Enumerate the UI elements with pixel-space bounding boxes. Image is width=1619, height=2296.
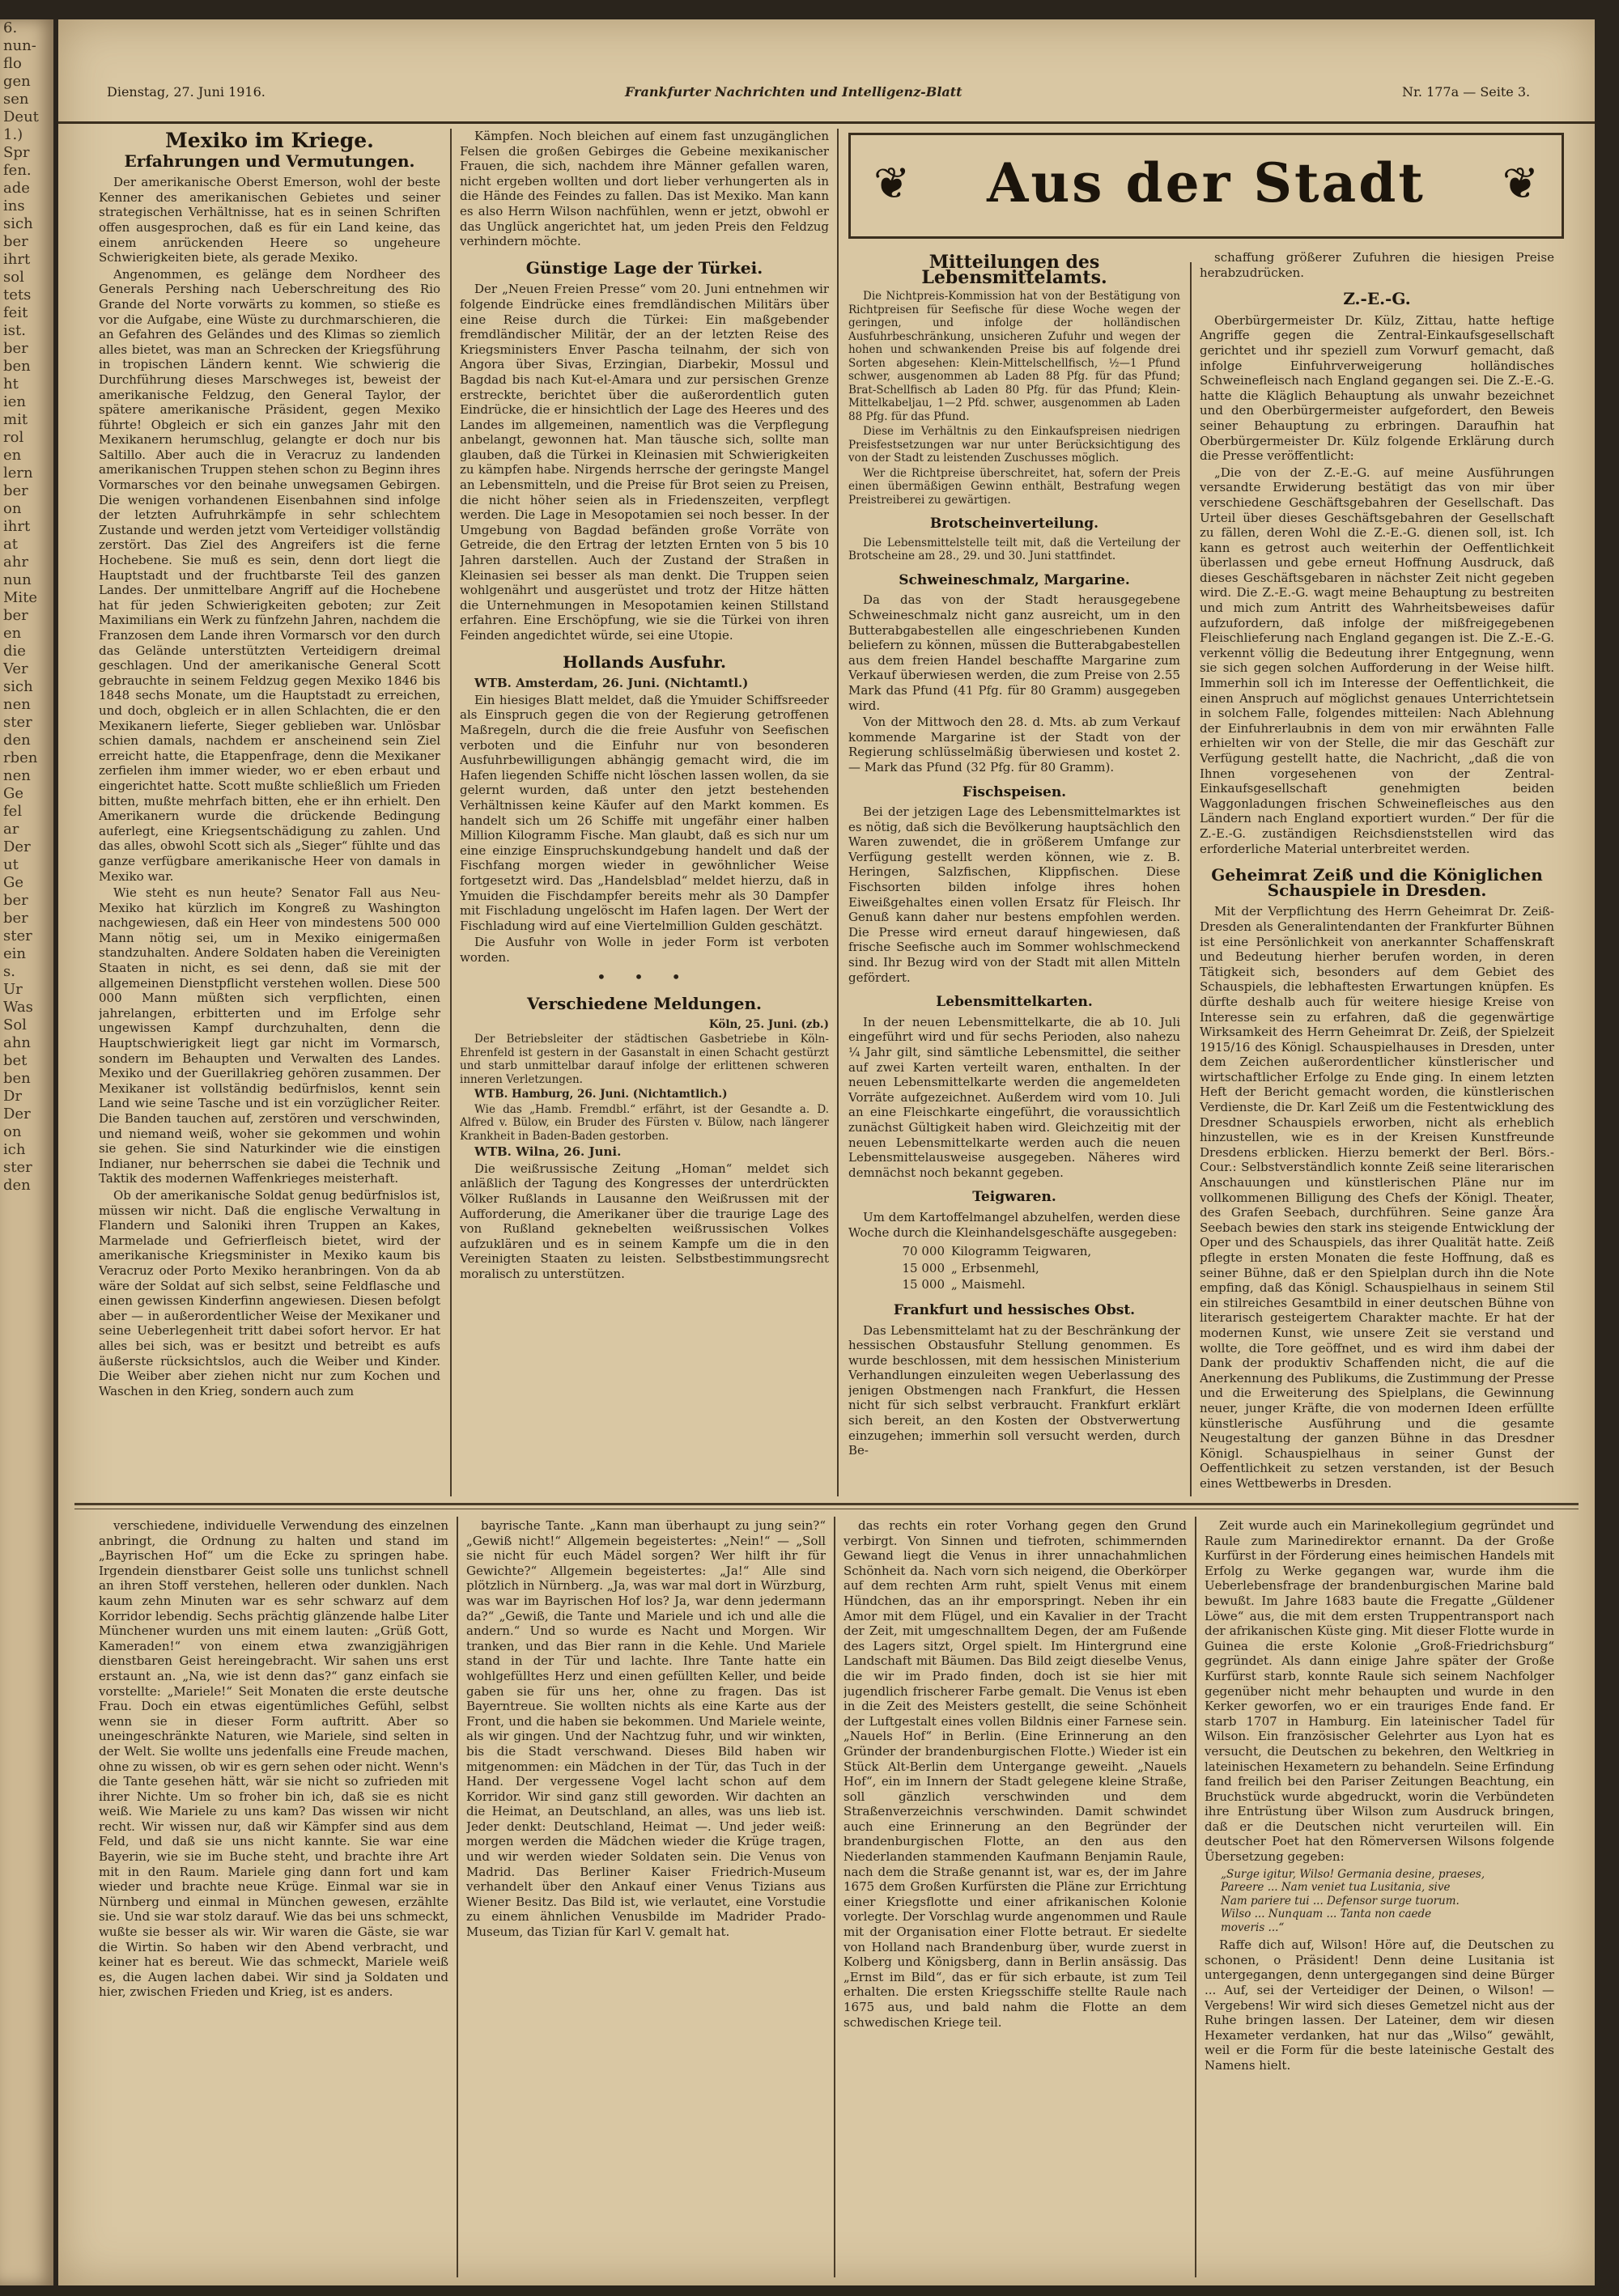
paragraph: „Die von der Z.-E.-G. auf meine Ausführungen versandte Erwiderung bestätigt das von mir über verschiedene Geschäftsgebahren der Gesellschaft. Das Urteil über dieses Geschäftsgebahren der Gesellschaft zu fällen, deren Wohl die Z.-E.-G. dienen soll, ist. Ich kann es getrost auch weiterhin der Oeffentlichkeit überlassen und gebe erneut Hoffnung Ausdruck, daß dieses Geschäftsgebaren in nächster Zeit nicht gegeben wird. Die Z.-E.-G. wagt meine Behauptung zu bestreiten und mich zum Antritt des Wahrheitsbeweises dafür aufzufordern, daß infolge der mißfreigegebenen Fleischlieferung nach England gegangen ist. Die Z.-E.-G. verkennt völlig die Bedeutung ihrer Entgegnung, wenn sie sich gegen solchen Aufforderung in der Weise hilft. Immerhin soll ich im Interesse der Oeffentlichkeit, die einen Anspruch auf möglichst genaues Unterrichtetsein in solchem Falle, folgendes mitteilen: Nach Ablehnung der Einfuhrerlaubnis in dem von mir erwähnten Falle erhielten wir von der Stelle, die mir das Geschäft zur Verfügung gestellt hatte, die Nachricht, „daß die von Ihnen vorgesehenen von der Zentral-Einkaufsgesellschaft genehmigten beiden Waggonladungen frischen Schweinefleisches aus den Ländern nach England exportiert wurden.“ Der für die Z.-E.-G. zuständigen Reichsdienststellen wird das erforderliche Material unterbreitet werden.: [1200, 465, 1554, 856]
paragraph: Mit der Verpflichtung des Herrn Geheimrat Dr. Zeiß-Dresden als Generalintendanten der Frankfurter Bühnen ist eine Persönlichkeit von anerkannter Schaffenskraft und Bedeutung hierher berufen worden, in deren Tätigkeit sich, besonders auf dem Gebiet des Schauspiels, die lebhaftesten Erwartungen knüpfen. Es dürfte deshalb auch für weitere hiesige Kreise von Interesse sein zu erfahren, daß die gegenwärtige Wirksamkeit des Herrn Geheimrat Dr. Zeiß, der Spielzeit 1915/16 des Königl. Schauspielhauses in Dresden, unter dem Zeichen außerordentlicher künstlerischer und wirtschaftlicher Erfolge zu Ende ging. In einem letzten Heft der Bericht gemacht worden, die künstlerischen Verdienste, die Dr. Karl Zeiß um die Festentwicklung des Dresdner Schauspiels erworben, nicht als erheblich hinzustellen, wie es in der Kreisen Kunstfreunde Dresdens erblicken. Hierzu bemerkt der Berl. Börs.-Cour.: Selbstverständlich konnte Zeiß seine literarischen Anschauungen und künstlerischen Pläne nur im vollkommenen Billigung des Chefs der Königl. Theater, des Grafen Seebach, durchführen. Seine ganze Ära Seebach bewies den stark ins steigende Entwicklung der Oper und des Schauspiels, das ihrer Qualität hatte. Zeiß pflegte in ersten Monaten die feste Hoffnung, daß es seiner Bühne, daß er den Spielplan durch ihn die Note empfing, daß das Königl. Schauspielhaus in seinem Stil ein stilreiches Gesamtbild in einer deutschen Bühne von literarisch gesteigertem Charakter machte. Er hat der modernen Kunst, wie unsere Zeit sie verstand und wollte, die Tore geöffnet, und es wird ihm dabei der Dank der produktiv Schaffenden nicht, die auf die Anerkennung des Publikums, die Zustimmung der Presse und die Erweiterung des Spielplans, die Gewinnung neuer, junger Kräfte, die von modernen Ideen erfüllte künstlerische Ausführung und die gesamte Neugestaltung der ganzen Bühne in das Dresdner Königl. Schauspielhaus in seiner Gunst der Oeffentlichkeit zu setzen verstanden, ist der Besuch eines Wettbewerbs in Dresden.: [1200, 904, 1554, 1491]
adjacent-page-fragment: feit: [3, 304, 28, 321]
paragraph: Ob der amerikanische Soldat genug bedürfnislos ist, müssen wir nicht. Daß die englische Verwaltung in Flandern und Saloniki ihren Truppen an Kakes, Marmelade und Gefrierfleisch bietet, wird der amerikanische Kriegsminister in Mexiko kaum bis Veracruz oder Porto Mexiko heranbringen. Von da ab wäre der Soldat auf sich selbst, seine Feldflasche und einen gewissen Kinderfinn angewiesen. Diesen befolgt aber — in außerordentlicher Weise der Mexikaner und seine Ueberlegenheit tritt dabei sofort hervor. Er hat alles bei sich, was er besitzt und betreibt es aufs äußerste rücksichtslos, auch die Weiber und Kinder. Die Weiber aber ziehen nicht nur zum Kochen und Waschen in den Krieg, sondern auch zum: [99, 1187, 440, 1398]
adjacent-page-fragment: ist.: [3, 322, 26, 339]
verse-line: Wilso ... Nunquam ... Tanta non caede: [1221, 1908, 1432, 1921]
table-cell: 15 000: [902, 1277, 945, 1292]
headline-meldungen: Verschiedene Meldungen.: [527, 994, 762, 1014]
adjacent-page-fragment: ber: [3, 892, 28, 909]
feuilleton-column-4: [1205, 1518, 1554, 2271]
adjacent-page-fragment: 1.): [3, 126, 23, 143]
headline-teig: Teigwaren.: [972, 1189, 1056, 1206]
header-rule: [58, 121, 1595, 124]
adjacent-page-fragment: nen: [3, 767, 31, 784]
column-rule: [834, 1517, 835, 2277]
headline-zeg: Z.-E.-G.: [1343, 289, 1411, 309]
adjacent-page-fragment: flo: [3, 55, 22, 72]
adjacent-page-fragment: Ur: [3, 981, 23, 998]
verse-line: Pareere ... Nam veniet tua Lusitania, sive: [1221, 1881, 1451, 1895]
adjacent-page-fragment: lern: [3, 465, 33, 482]
column-lebensmittelamt: [848, 250, 1180, 1504]
paragraph: Die Ausfuhr von Wolle in jeder Form ist verboten worden.: [460, 935, 829, 965]
section-title: Aus der Stadt: [987, 151, 1426, 214]
headline-holland: Hollands Ausfuhr.: [563, 651, 726, 672]
paragraph: Diese im Verhältnis zu den Einkaufspreisen niedrigen Preisfestsetzungen war nur unter Berücksichtigung des von der Stadt zu leistenden Zuschusses möglich.: [848, 425, 1180, 465]
adjacent-page-strip: [0, 19, 53, 2285]
adjacent-page-fragment: ien: [3, 393, 27, 410]
headline-fisch: Fischspeisen.: [962, 783, 1067, 800]
paragraph: Da das von der Stadt herausgegebene Schweineschmalz nicht ganz ausreicht, um in den Butterabgabestellen alle eingeschriebenen Kunden beliefern zu können, müssen die Butterabgabestellen aus dem freien Handel beschaffte Margarine zum Verkauf überwiesen werden, die zum Preise von 2.55 Mark das Pfund (41 Pfg. für 80 Gramm) ausgegeben wird.: [848, 592, 1180, 713]
adjacent-page-fragment: ins: [3, 197, 25, 214]
latin-verse: [1221, 1868, 1554, 1935]
header-date: Dienstag, 27. Juni 1916.: [107, 84, 266, 100]
column-rule: [1190, 262, 1192, 1496]
paragraph: Wie steht es nun heute? Senator Fall aus Neu-Mexiko hat kürzlich im Kongreß zu Washington nachgewiesen, daß ein Heer von mindestens 500 000 Mann nötig sei, um in Mexiko einigermaßen standzuhalten. Andere Soldaten haben die Vereinigten Staaten in nicht, es sei denn, daß sie mit der allgemeinen Dienstpflicht verstehen wollen. Diese 500 000 Mann müßten sich verpflichten, einen jahrelangen, erbitterten und im Erfolge sehr ungewissen Kampf durchzuhalten, denn die Hauptschwierigkeit liegt gar nicht im Vormarsch, sondern im Behaupten und Verwalten des Landes. Mexiko und der Guerillakrieg gehören zusammen. Der Mexikaner ist vollständig bedürfnislos, kennt sein Land wie seine Tasche und ist ein vorzüglicher Reiter. Die Banden tauchen auf, zerstören und verschwinden, und niemand weiß, woher sie gekommen und wohin sie gehen. Sie sind Naturkinder wie die einstigen Indianer, nur beherrschen sie dabei die Technik und Taktik des modernen Waffenkrieges meisterhaft.: [99, 885, 440, 1186]
adjacent-page-fragment: ahn: [3, 1034, 31, 1051]
adjacent-page-fragment: ihrt: [3, 251, 31, 268]
headline-brot: Brotscheinverteilung.: [929, 516, 1099, 533]
feuilleton-column-2: [466, 1518, 826, 2271]
adjacent-page-fragment: den: [3, 1177, 31, 1194]
paragraph: Zeit wurde auch ein Marinekollegium gegründet und Raule zum Marinedirektor ernannt. Da der Große Kurfürst in der Förderung eines heimischen Handels mit Erfolg zu Werke gegangen war, wurde ihm die Ueberlebensfrage der brandenburgischen Marine bald bewußt. Im Jahre 1683 baute die Fregatte „Güldener Löwe“ aus, die mit dem ersten Truppentransport nach der afrikanischen Küste ging. Mit dieser Flotte wurde in Guinea die erste Kolonie „Groß-Friedrichsburg“ gegründet. Als dann einige Jahre später der Große Kurfürst starb, konnte Raule sich seinem Nachfolger gegenüber nicht mehr behaupten und wurde in den Kerker geworfen, wo er ein trauriges Ende fand. Er starb 1707 in Hamburg. Ein lateinischer Tadel für Wilson. Ein französischer Gelehrter aus Lyon hat es versucht, die Deutschen zu bekehren, den Weltkrieg in lateinischen Hexametern zu behandeln. Seine Erfindung fand freilich bei den Pariser Zeitungen Beachtung, ein Bruchstück wurde abgedruckt, worin die Verbündeten ihre Entrüstung über Wilson zum Ausdruck bringen, daß er die Deutschen nicht verurteilen will. Ein deutscher Poet hat den Römerversen Wilsons folgende Übersetzung gegeben:: [1205, 1518, 1554, 1865]
paragraph: das rechts ein roter Vorhang gegen den Grund verbirgt. Von Sinnen und tiefroten, schimmernden Gewand liegt die Venus in ihrer unnachahmlichen Schönheit da. Nach vorn sich neigend, die Oberkörper auf dem rechten Arm ruht, spielt Venus mit einem Hündchen, das an ihr emporspringt. Neben ihr ein Amor mit dem Flügel, und ein Kavalier in der Tracht der Zeit, mit umgeschnalltem Degen, der am Fußende des Lagers sitzt, Orgel spielt. Im Hintergrund eine Landschaft mit Bäumen. Das Bild zeigt dieselbe Venus, die wir im Prado finden, doch ist sie hier mit jugendlich frischerer Farbe gemalt. Die Venus ist eben in die Zeit des Meisters gestellt, die seine Schönheit der Luftgestalt eines vollen Bildnis einer Farnese sein. „Nauels Hof“ in Berlin. (Eine Erinnerung an den Gründer der brandenburgischen Flotte.) Wieder ist ein Stück Alt-Berlin dem Untergange geweiht. „Nauels Hof“, ein im Innern der Stadt gelegene kleine Straße, soll gänzlich verschwinden und dem Straßenverzeichnis verschwinden. Damit schwindet auch eine Erinnerung an den Begründer der brandenburgischen Flotte, an den aus den Niederlanden stammenden Kaufmann Benjamin Raule, nach dem die Straße genannt ist, war es, der im Jahre 1675 dem Großen Kurfürsten die Pläne zur Errichtung einer Kriegsflotte und einer afrikanischen Kolonie vorlegte. Der Vorschlag wurde angenommen und Raule mit der Organisation einer Flotte betraut. Er siedelte von Holland nach Brandenburg über, wurde zuerst in Kolberg und Königsberg, dann in Berlin ansässig. Das „Ernst im Bild“, das er für sich erbaute, ist zum Teil erhalten. Die ersten Kriegsschiffe stellte Raule nach 1675 aus, und bald nahm die Flotte an dem schwedischen Kriege teil.: [843, 1518, 1187, 2030]
adjacent-page-fragment: en: [3, 447, 22, 464]
headline-tuerkei: Günstige Lage der Türkei.: [525, 257, 763, 278]
adjacent-page-fragment: ihrt: [3, 518, 31, 535]
table-cell: 15 000: [902, 1260, 945, 1275]
paragraph: In der neuen Lebensmittelkarte, die ab 10. Juli eingeführt wird und für sechs Perioden, also nahezu ¼ Jahr gilt, sind sämtliche Lebensmittel, die seither auf zwei Karten verteilt waren, enthalten. In der neuen Lebensmittelkarte werden die angemeldeten Vorräte aufgezeichnet. Außerdem wird vom 10. Juli an eine Fleischkarte eingeführt, die voraussichtlich zunächst Gültigkeit haben wird. Gleichzeitig mit der neuen Lebensmittelkarte werden auch die neuen Lebensmittelausweise ausgegeben. Näheres wird demnächst noch bekannt gegeben.: [848, 1014, 1180, 1180]
feuilleton-rule: [74, 1503, 1579, 1505]
paragraph: Kämpfen. Noch bleichen auf einem fast unzugänglichen Felsen die großen Gebirges die Gebeine mexikanischer Frauen, die sich, nachdem ihre Männer gefallen waren, nicht ergeben wollten und dort lieber verhungerten als in die Hände des Feindes zu fallen. Das ist Mexiko. Man kann es also Herrn Wilson nachfühlen, wenn er jetzt, obwohl er das Unglück angerichtet hat, um jeden Preis den Feldzug verhindern möchte.: [460, 129, 829, 249]
table-cell: „ Maismehl.: [951, 1277, 1026, 1292]
dateline: Köln, 25. Juni. (zb.): [708, 1017, 829, 1031]
adjacent-page-fragment: sol: [3, 269, 24, 286]
header-issue: Nr. 177a — Seite 3.: [1402, 84, 1531, 100]
headline-zeiss: Geheimrat Zeiß und die Königlichen Schauspiele in Dresden.: [1211, 865, 1543, 900]
verse-line: Nam pariere tui ... Defensor surge tuorum.: [1221, 1894, 1460, 1908]
adjacent-page-fragment: Der: [3, 838, 31, 855]
adjacent-page-fragment: sich: [3, 215, 33, 232]
adjacent-page-fragment: ben: [3, 358, 31, 375]
verse-line: „Surge igitur, Wilso! Germania desine, praeses,: [1221, 1867, 1485, 1881]
adjacent-page-fragment: tets: [3, 286, 32, 303]
table-row: [848, 1276, 1180, 1293]
adjacent-page-fragment: Ge: [3, 785, 24, 802]
adjacent-page-fragment: ber: [3, 233, 28, 250]
adjacent-page-fragment: Was: [3, 999, 33, 1016]
paragraph: Wer die Richtpreise überschreitet, hat, sofern der Preis einen übermäßigen Gewinn enthält, Bestrafung wegen Preistreiberei zu gewärtigen.: [848, 466, 1180, 507]
ornament-icon: ❦: [873, 158, 911, 209]
adjacent-page-fragment: Mite: [3, 589, 38, 606]
adjacent-page-fragment: den: [3, 732, 31, 749]
article-mexiko: [99, 129, 440, 1504]
table-cell: 70 000: [902, 1244, 945, 1259]
column-rule: [457, 1517, 458, 2277]
header-paper-title: Frankfurter Nachrichten und Intelligenz-Blatt: [625, 84, 962, 100]
adjacent-page-fragment: Ge: [3, 874, 24, 891]
paragraph: Wie das „Hamb. Fremdbl.“ erfährt, ist der Gesandte a. D. Alfred v. Bülow, ein Bruder des Fürsten v. Bülow, nach längerer Krankheit in Baden-Baden gestorben.: [460, 1102, 829, 1143]
headline-schwein: Schweineschmalz, Margarine.: [899, 571, 1130, 588]
adjacent-page-fragment: ster: [3, 927, 32, 944]
paragraph: schaffung größerer Zufuhren die hiesigen Preise herabzudrücken.: [1200, 250, 1554, 280]
paragraph: Die weißrussische Zeitung „Homan“ meldet sich anläßlich der Tagung des Kongresses der unterdrückten Völker Rußlands in Lausanne den Weißrussen mit der Aufforderung, die Amerikaner über die traurige Lage des von Rußland geknebelten weißrussischen Volkes aufzuklären und es in seinem Kampfe um die in den Vereinigten Staaten zu leisten. Selbstbestimmungsrecht moralisch zu unterstützen.: [460, 1161, 829, 1281]
newspaper-page: [58, 19, 1595, 2285]
paragraph: Angenommen, es gelänge dem Nordheer des Generals Pershing nach Ueberschreitung des Rio Grande del Norte vorwärts zu kommen, so stieße es vor die Aufgabe, eine Wüste zu durchmarschieren, die an Gefahren des Geländes und des Klimas so ziemlich alles bietet, was man an Schrecken der Kriegsführung in tropischen Ländern kennt. Wie schwierig die Durchführung dieses Marschweges ist, beweist der amerikanische Feldzug, den General Taylor, der spätere amerikanische Präsident, gegen Mexiko führte! Obgleich er sich ein ganzes Jahr mit den Mexikanern herumschlug, gelangte er doch nur bis Saltillo. Aber auch die in Veracruz zu landenden amerikanischen Truppen stehen schon zu Beginn ihres Vormarsches vor den beinahe unwegsamen Gebirgen. Die wenigen vorhandenen Eisenbahnen sind infolge der letzten Aufruhrkämpfe in sehr schlechtem Zustande und werden jetzt vom Verteidiger vollständig zerstört. Das Ziel des Angreifers ist die ferne Hochebene. Sie muß es sein, denn dort liegt die Hauptstadt und der fruchtbarste Teil des ganzen Landes. Der unmittelbare Angriff auf die Hochebene hat für jeden Schwierigkeiten geboten; zur Zeit Maximilians ein Werk zu fünfzehn Jahren, nachdem die Franzosen dem Lande ihren Vormarsch vor den durch das Gelände unterstützten Verteidigern dreimal geschlagen. Und der amerikanische General Scott gebrauchte in seinem Feldzug gegen Mexiko 1846 bis 1848 sechs Monate, um die Hauptstadt zu erreichen, und doch, obgleich er in allen Schlachten, die er den Mexikanern lieferte, Sieger geblieben war. Unlösbar schien damals, nachdem er anscheinend sein Ziel erreicht hatte, die Etappenfrage, denn die Mexikaner zerfielen ihm immer wieder, wo er eben erbaut und eingerichtet hatte. Scott mußte schließlich um Frieden bitten, mußte mehrfach bitten, ehe er ihn erhielt. Den Amerikanern wurde die drückende Bedingung auferlegt, eine Kriegsentschädigung zu zahlen. Und das alles, obwohl Scott sich als „Sieger“ fühlte und das ganze verfügbare amerikanische Heer von damals in Mexiko war.: [99, 266, 440, 884]
paragraph: bayrische Tante. „Kann man überhaupt zu jung sein?“ „Gewiß nicht!“ Allgemein begeistertes: „Nein!“ — „Soll sie nicht für euch Mädel sorgen? Wer hilft ihr für Gewichte?“ Allgemein begeistertes: „Ja!“ Alle sind plötzlich in Nürnberg. „Ja, was war mal dort in Würzburg, was war im Bayrischen Hof los? Ja, war denn jedermann da?“ „Gewiß, die Tante und Mariele und ich und alle die andern.“ Und so wurde es Nacht und Morgen. Wir tranken, und das Bier rann in die Kehle. Und Mariele stand in der Tür und lachte. Ihre Tante hatte ein wohlgefülltes Herz und einen gefüllten Keller, und beide gaben sie für uns her, ohne zu fragen. Das ist Bayerntreue. Sie wollten nichts als eine Karte aus der Front, und die haben sie bekommen. Und Mariele weinte, als wir gingen. Und der Nachtzug fuhr, und wir winkten, bis die Stadt verschwand. Dieses Bild haben wir mitgenommen: ein Mädchen in der Tür, das Tuch in der Hand. Der vergessene Vogel lacht schon auf dem Korridor. Wir sind ganz still geworden. Wir dachten an die Heimat, an Deutschland, an alles, was uns lieb ist. Jeder denkt: Deutschland, Heimat —. Und jeder weiß: morgen werden die Mädchen wieder die Krüge tragen, und wir werden wieder Soldaten sein. Die Venus von Madrid. Das Berliner Kaiser Friedrich-Museum verhandelt über den Ankauf einer Venus Tizians aus Wiener Besitz. Das Bild ist, wie verlautet, eine Vorstudie zu einem ähnlichen Venusbilde im Madrider Prado-Museum, das Tizian für Karl V. gemalt hat.: [466, 1518, 826, 1940]
adjacent-page-fragment: gen: [3, 73, 31, 90]
paragraph: Der „Neuen Freien Presse“ vom 20. Juni entnehmen wir folgende Eindrücke eines fremdländischen Militärs über eine Reise durch die Türkei: Ein maßgebender fremdländischer Militär, der an der letzten Reise des Kriegsministers Enver Pascha teilnahm, der sich von Angora über Sivas, Erzingian, Diarbekir, Mossul und Bagdad bis nach Kut-el-Amara und zur persischen Grenze erstreckte, berichtet über die außerordentlich guten Eindrücke, die er hinsichtlich der Lage des Heeres und des Landes im allgemeinen, namentlich was die Verpflegung anbelangt, gewonnen hat. Man täusche sich, sollte man glauben, daß die Türkei in Kleinasien mit Schwierigkeiten zu kämpfen habe. Nirgends herrsche der geringste Mangel an Lebensmitteln, und die Preise für Brot seien zu Preisen, die nicht höher seien als in Friedenszeiten, verpflegt werden. Die Lage in Mesopotamien sei noch besser. In der Umgebung von Bagdad befänden große Vorräte von Getreide, die den Ertrag der letzten Ernten von 5 bis 10 Jahren darstellen. Auch der Zustand der Straßen in Kleinasien sei besser als man denkt. Die Truppen seien wohlgenährt und ausgerüstet und trotz der Hitze hätten die Unternehmungen in Mesopotamien keinen Stillstand erfahren. Eine Erschöpfung, wie sie die Türkei von ihren Feinden angedichtet würde, sei eine Utopie.: [460, 282, 829, 643]
adjacent-page-fragment: Sol: [3, 1016, 27, 1033]
adjacent-page-fragment: ber: [3, 910, 28, 927]
paragraph: verschiedene, individuelle Verwendung des einzelnen anbringt, die Ordnung zu halten und stand im „Bayrischen Hof“ um die Ecke zu springen habe. Irgendein dienstbarer Geist solle uns tunlichst schnell an ihren Stoff verstehen, helleren oder dunklen. Nach kaum zehn Minuten war es sehr schwarz auf dem Korridor lebendig. Sechs prächtig glänzende halbe Liter Münchener wurden uns mit einem lauten: „Grüß Gott, Kameraden!“ von einem etwa zwanzigjährigen dienstbaren Geist hereingebracht. Wir sahen uns erst erstaunt an. „Na, wie ist denn das?“ ganz einfach sie vorstellte: „Mariele!“ Seit Monaten die erste deutsche Frau. Doch ein etwas eigentümliches Gefühl, selbst wenn sie in dieser Form auftritt. Aber so uneingeschränkte Naturen, wie Mariele, sind selten in der Welt. Sie wollte uns jedenfalls eine Freude machen, ohne zu wissen, ob wir es gern sehen oder nicht. Wenn's die Tante gesehen hätt, wär sie nicht so zufrieden mit ihrer Nichte. Um so froher bin ich, daß sie es nicht weiß. Wie Mariele zu uns kam? Das wissen wir nicht recht. Wir wissen nur, daß wir Kämpfer sind aus dem Feld, und daß sie uns nicht kannte. Sie war eine Bayerin, wie sie im Buche steht, und brachte ihre Art mit in den Raum. Mariele ging dann fort und kam wieder und brachte neue Krüge. Einmal war sie in Nürnberg und einmal in München gewesen, erzählte sie. Und sie war stolz darauf. Wie das bei uns schmeckt, wußte sie besser als wir. Wir waren die Gäste, sie war die Wirtin. So haben wir den Abend verbracht, und keiner hat es bereut. Wie das schmeckt, Mariele weiß es, die Augen lachen dabei. Wir sind ja Soldaten und hier, zwischen Frieden und Krieg, ist es anders.: [99, 1518, 448, 2000]
adjacent-page-fragment: die: [3, 643, 26, 660]
paragraph: Oberbürgermeister Dr. Külz, Zittau, hatte heftige Angriffe gegen die Zentral-Einkaufsgesellschaft gerichtet und ihr speziell zum Vorwurf gemacht, daß infolge Einfuhrverweigerung holländisches Schweinefleisch nach England gegangen sei. Die Z.-E.-G. hatte die Kläglich Behauptung als unwahr bezeichnet und den Oberbürgermeister aufgefordert, den Beweis seiner Behauptung zu erbringen. Daraufhin hat Oberbürgermeister Dr. Külz folgende Erklärung durch die Presse veröffentlicht:: [1200, 312, 1554, 464]
adjacent-page-fragment: ein: [3, 945, 27, 962]
separator-dots: • • •: [596, 967, 693, 987]
dateline: WTB. Wilna, 26. Juni.: [474, 1144, 622, 1160]
adjacent-page-fragment: Dr: [3, 1088, 23, 1105]
headline-karten: Lebensmittelkarten.: [936, 994, 1093, 1011]
adjacent-page-fragment: Der: [3, 1106, 31, 1123]
adjacent-page-fragment: ber: [3, 607, 28, 624]
adjacent-page-fragment: nun-: [3, 37, 36, 54]
adjacent-page-fragment: ade: [3, 180, 30, 197]
adjacent-page-fragment: fen.: [3, 162, 32, 179]
adjacent-page-fragment: bet: [3, 1052, 28, 1069]
column-rule: [837, 129, 839, 1496]
adjacent-page-fragment: rol: [3, 429, 24, 446]
adjacent-page-fragment: ber: [3, 340, 28, 357]
adjacent-page-fragment: mit: [3, 411, 28, 428]
adjacent-page-fragment: ster: [3, 714, 32, 731]
paragraph: Bei der jetzigen Lage des Lebensmittelmarktes ist es nötig, daß sich die Bevölkerung hauptsächlich den Waren zuwendet, die in größerem Umfange zur Verfügung gestellt werden können, wie z. B. Heringen, Salzfischen, Klippfischen. Diese Fischsorten bilden infolge ihres hohen Eiweißgehaltes einen vollen Ersatz für Fleisch. Ihr Genuß kann daher nur bestens empfohlen werden. Die Presse wird erneut darauf hingewiesen, daß frische Seefische auch im Sommer wohlschmeckend sind. Ihr Bezug wird von der Stadt mit allen Mitteln gefördert.: [848, 804, 1180, 985]
adjacent-page-fragment: ht: [3, 376, 19, 393]
table-row: [848, 1260, 1180, 1277]
headline-obst: Frankfurt und hessisches Obst.: [893, 1301, 1136, 1318]
adjacent-page-fragment: nun: [3, 571, 32, 588]
adjacent-page-fragment: ar: [3, 821, 19, 838]
adjacent-page-fragment: rben: [3, 749, 38, 766]
teig-table: [848, 1243, 1180, 1293]
adjacent-page-fragment: ster: [3, 1159, 32, 1176]
adjacent-page-fragment: at: [3, 536, 18, 553]
adjacent-page-fragment: 6.: [3, 19, 18, 36]
column-zeg-zeiss: [1200, 250, 1554, 1504]
adjacent-page-fragment: fel: [3, 803, 23, 820]
adjacent-page-fragment: on: [3, 1123, 22, 1140]
dateline: WTB. Hamburg, 26. Juni. (Nichtamtlich.): [474, 1088, 728, 1101]
table-cell: „ Erbsenmehl,: [951, 1260, 1039, 1275]
table-row: [848, 1243, 1180, 1260]
subhead-mexiko: Erfahrungen und Vermutungen.: [124, 151, 415, 171]
adjacent-page-fragment: en: [3, 625, 22, 642]
adjacent-page-fragment: Spr: [3, 144, 30, 161]
paragraph: Die Lebensmittelstelle teilt mit, daß die Verteilung der Brotscheine am 28., 29. und 30. Juni stattfindet.: [848, 536, 1180, 563]
column-rule: [450, 129, 452, 1496]
adjacent-page-fragment: ut: [3, 856, 19, 873]
adjacent-page-fragment: sich: [3, 678, 33, 695]
paragraph: Um dem Kartoffelmangel abzuhelfen, werden diese Woche durch die Kleinhandelsgeschäfte ausgegeben:: [848, 1209, 1180, 1240]
dateline: WTB. Amsterdam, 26. Juni. (Nichtamtl.): [474, 676, 749, 691]
paragraph: Die Nichtpreis-Kommission hat von der Bestätigung von Richtpreisen für Seefische für diese Woche wegen der geringen, und infolge der holländischen Ausfuhrbeschränkung, unsicheren Zufuhr und wegen der hohen und schwankenden Preise bis auf folgende drei Sorten abgesehen: Klein-Mittelschellfisch, ½—1 Pfund schwer, ausgenommen ab Laden 88 Pfg. für das Pfund; Brat-Schellfisch ab Laden 80 Pfg. für das Pfund; Klein-Mittelkabeljau, 1—2 Pfd. schwer, ausgenommen ab Laden 88 Pfg. für das Pfund.: [848, 290, 1180, 423]
adjacent-page-fragment: Ver: [3, 660, 28, 677]
feuilleton-column-1: [99, 1518, 448, 2271]
adjacent-page-fragment: nen: [3, 696, 31, 713]
section-banner-aus-der-stadt: [848, 133, 1564, 239]
adjacent-page-fragment: ben: [3, 1070, 31, 1087]
ornament-icon: ❦: [1502, 158, 1539, 209]
paragraph: Von der Mittwoch den 28. d. Mts. ab zum Verkauf kommende Margarine ist der Stadt von der Regierung schlüsselmäßig überwiesen und kostet 2.— Mark das Pfund (32 Pfg. für 80 Gramm).: [848, 715, 1180, 775]
adjacent-page-fragment: Deut: [3, 108, 39, 125]
column-news: [460, 129, 829, 1504]
adjacent-page-fragment: ich: [3, 1141, 26, 1158]
paragraph: Der Betriebsleiter der städtischen Gasbetriebe in Köln-Ehrenfeld ist gestern in der Gasanstalt in einen Schacht gestürzt und starb unmittelbar darauf infolge der erlittenen schweren inneren Verletzungen.: [460, 1033, 829, 1086]
paragraph: Der amerikanische Oberst Emerson, wohl der beste Kenner des amerikanischen Gebietes und seiner strategischen Verhältnisse, hat es in seinen Schriften offen ausgesprochen, daß es für ein Land keine, das einem anrückenden Heere so ungeheure Schwierigkeiten biete, als gerade Mexiko.: [99, 175, 440, 265]
paragraph: Ein hiesiges Blatt meldet, daß die Ymuider Schiffsreeder als Einspruch gegen die von der Regierung getroffenen Maßregeln, durch die die freie Ausfuhr von Seefischen verboten und die Einfuhr nur von besonderen Ausfuhrbewilligungen abhängig gemacht wird, die im Hafen liegenden Schiffe nicht löschen lassen wollen, da sie gelernt wurden, daß unter den jetzt bestehenden Verhältnissen keine Käufer auf den Markt kommen. Es handelt sich um 26 Schiffe mit ungefähr einer halben Million Kilogramm Fische. Man glaubt, daß es sich nur um eine einzige Einspruchskundgebung handelt und daß der Fischfang morgen wieder in gewöhnlicher Weise fortgesetzt wird. Das „Handelsblad“ meldet hierzu, daß in Ymuiden die Fischdampfer bereits mehr als 30 Dampfer mit Fischladung ungelöscht im Hafen lagen. Der Wert der Fischladung wird auf eine Viertelmillion Gulden geschätzt.: [460, 692, 829, 933]
headline-lebensmittelamt: Mitteilungen des Lebensmittelamts.: [921, 252, 1107, 288]
feuilleton-column-3: [843, 1518, 1187, 2271]
table-cell: Kilogramm Teigwaren,: [951, 1244, 1092, 1259]
paragraph: Das Lebensmittelamt hat zu der Beschränkung der hessischen Obstausfuhr Stellung genommen. Es wurde beschlossen, mit dem hessischen Ministerium Verhandlungen einzuleiten wegen Ueberlassung des jenigen Obstmengen nach Frankfurt, die Hessen nicht für sich selbst verbraucht. Frankfurt erklärt sich bereit, an den Kosten der Obstverwertung einzugehen; immerhin soll versucht werden, durch Be-: [848, 1322, 1180, 1458]
adjacent-page-fragment: on: [3, 500, 22, 517]
adjacent-page-fragment: sen: [3, 91, 29, 108]
adjacent-page-fragment: s.: [3, 963, 15, 980]
adjacent-page-fragment: ber: [3, 482, 28, 499]
verse-line: moveris ...“: [1221, 1920, 1285, 1934]
headline-mexiko: Mexiko im Kriege.: [165, 129, 374, 152]
adjacent-page-fragment: ahr: [3, 554, 28, 571]
column-rule: [1195, 1517, 1196, 2277]
paragraph: Raffe dich auf, Wilson! Höre auf, die Deutschen zu schonen, o Präsident! Denn deine Lusitania ist untergegangen, denn untergegangen sind deine Bürger ... Auf, sei der Verteidiger der Deinen, o Wilson! — Vergebens! Wir wird sich dieses Gemetzel nicht aus der Ruhe bringen lassen. Der Lateiner, dem wir diesen Hexameter verdanken, hat nur das „Wilso“ gewählt, weil er die Form für die beste lateinische Gestalt des Namens hielt.: [1205, 1937, 1554, 2073]
